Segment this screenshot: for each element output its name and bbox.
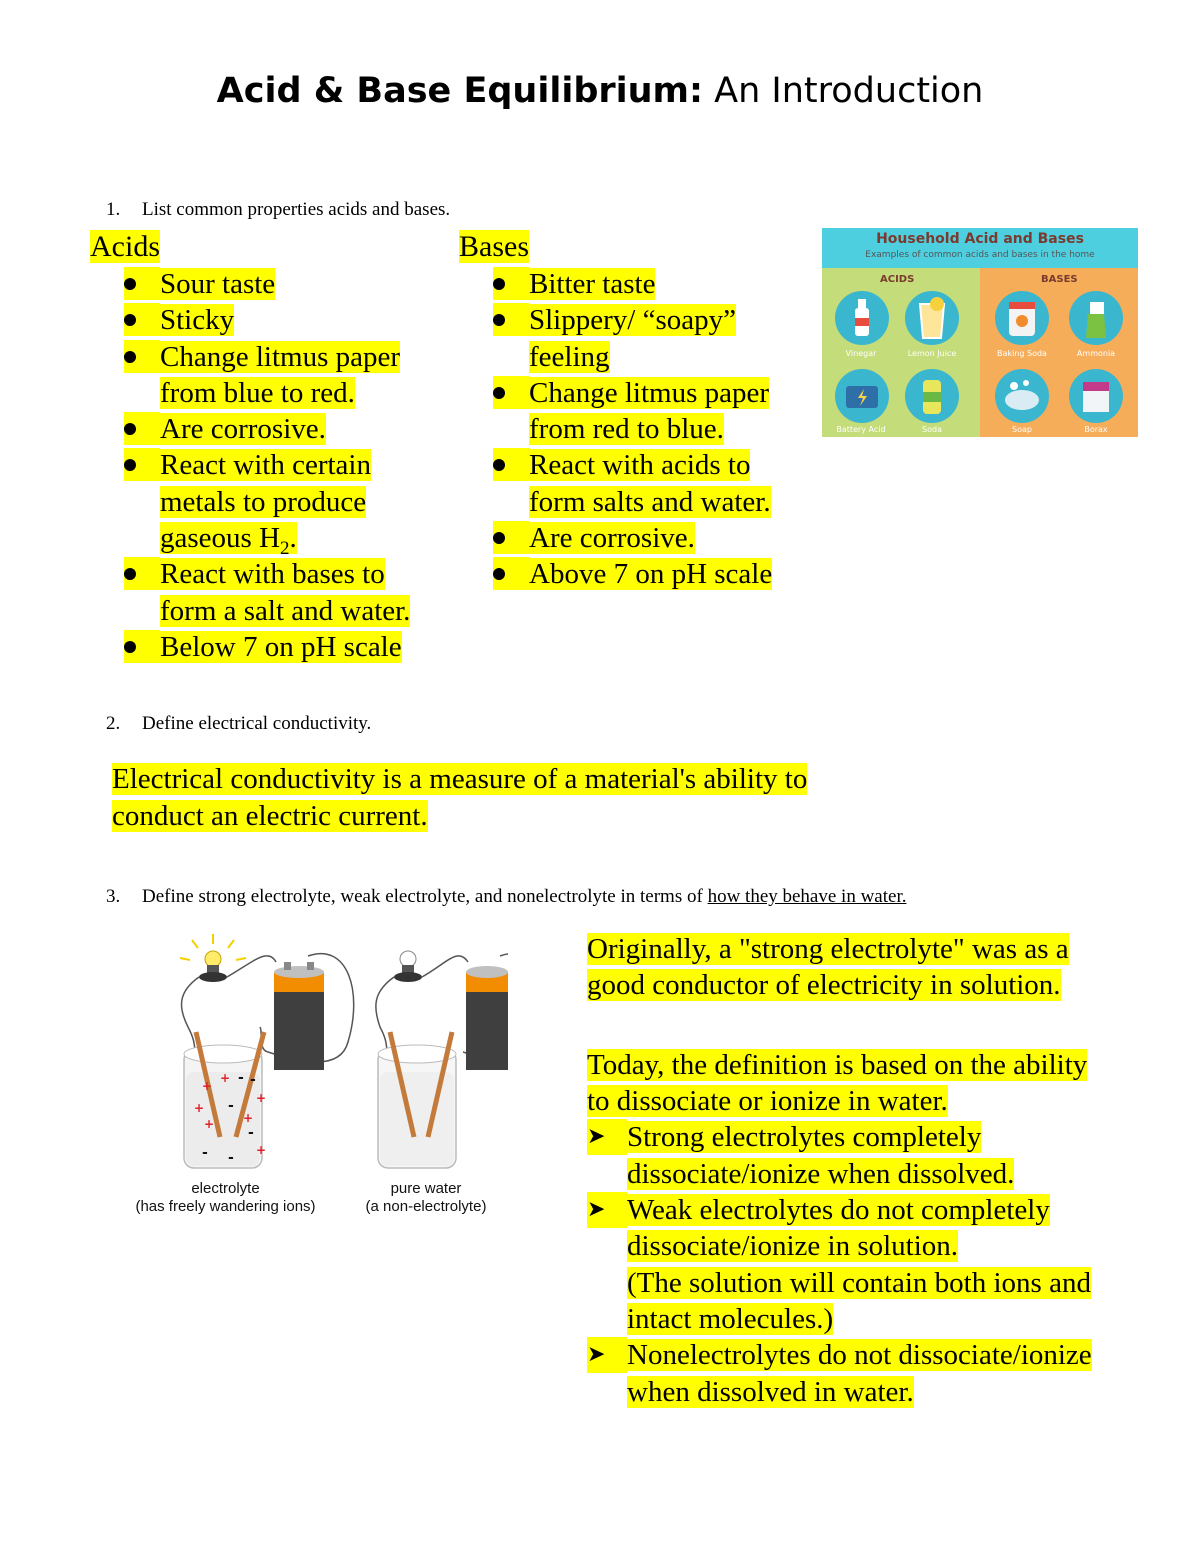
household-label: Battery Acid [836, 425, 886, 434]
bases-heading: Bases [459, 230, 529, 263]
answer-3: Originally, a "strong electrolyte" was as a good conductor of electricity in solution. Today, the definition is based on the ability to dissociate or ionize in water. ➤ Strong electrolytes completely dissociate/ionize when dissolved. ➤ Weak electrolytes do not completely dissociate/ionize in solution. (The solution will contain both ions and intact molecules.) ➤ Nonelectrolytes do not dissociate/ionize when dissolved in water. [587, 931, 1187, 1410]
list-item: Slippery/ “soapy” feeling [459, 302, 819, 375]
household-title: Household Acid and Bases [876, 231, 1084, 247]
soda-can-icon [904, 368, 960, 424]
question-2 [106, 712, 371, 736]
list-item: Are corrosive. [90, 411, 450, 447]
question-1 [106, 198, 450, 222]
list-item: ➤ Strong electrolytes completely dissociate/ionize when dissolved. [587, 1121, 1015, 1190]
title-rest: An Introduction [703, 71, 984, 111]
borax-box-icon [1068, 368, 1124, 424]
pure-water-caption: pure water (a non-electrolyte) [365, 1180, 487, 1215]
svg-text:-: - [228, 1150, 234, 1166]
question-text: List common properties acids and bases. [142, 199, 451, 220]
electrolyte-caption: electrolyte (has freely wandering ions) [135, 1180, 316, 1215]
question-number: 1. [106, 199, 121, 220]
svg-text:-: - [228, 1098, 234, 1114]
question-number: 3. [106, 886, 121, 907]
svg-text:-: - [202, 1145, 208, 1161]
list-item: ➤ Nonelectrolytes do not dissociate/ionize when dissolved in water. [587, 1339, 1092, 1408]
svg-text:+: + [204, 1117, 215, 1131]
svg-text:+: + [256, 1143, 267, 1157]
list-item: Are corrosive. [459, 520, 819, 556]
list-item: ➤ Weak electrolytes do not completely dissociate/ionize in solution. (The solution will contain both ions and intact molecules.) [587, 1194, 1091, 1335]
svg-text:+: + [202, 1079, 213, 1093]
question-3 [106, 885, 906, 909]
electrolyte-conductivity-figure [118, 932, 508, 1222]
svg-text:-: - [250, 1072, 256, 1088]
list-item: Change litmus paper from blue to red. [90, 339, 450, 412]
svg-text:+: + [243, 1111, 254, 1125]
battery-acid-icon [834, 368, 890, 424]
household-bases-label: BASES [1041, 274, 1078, 285]
question-text: Define electrical conductivity. [142, 713, 372, 734]
question-text: Define strong electrolyte, weak electrolyte, and nonelectrolyte in terms of [142, 886, 708, 907]
lemon-juice-icon [904, 290, 960, 346]
question-underlined: how they behave in water. [707, 886, 907, 907]
bases-column [459, 229, 819, 593]
list-item: React with bases to form a salt and water. [90, 556, 450, 629]
household-label: Soap [1012, 425, 1032, 434]
list-item: Bitter taste [459, 266, 819, 302]
baking-soda-icon [994, 290, 1050, 346]
list-item: Below 7 on pH scale [90, 629, 450, 665]
household-label: Borax [1084, 425, 1108, 434]
list-item: React with certain metals to produce gaseous $H_2$. [90, 447, 450, 556]
page-title [0, 68, 1200, 114]
acids-heading: Acids [90, 230, 160, 263]
list-item: React with acids to form salts and water. [459, 447, 819, 520]
svg-text:+: + [256, 1091, 267, 1105]
svg-text:+: + [194, 1101, 205, 1115]
svg-text:-: - [248, 1125, 254, 1141]
conductivity-illustration [118, 932, 508, 1182]
svg-text:+: + [220, 1071, 231, 1085]
vinegar-bottle-icon [834, 290, 890, 346]
answer-2: Electrical conductivity is a measure of a material's ability to conduct an electric current. [112, 763, 808, 832]
household-label: Soda [922, 425, 942, 434]
household-label: Baking Soda [997, 349, 1047, 358]
list-item: Sticky [90, 302, 450, 338]
household-subtitle: Examples of common acids and bases in the home [865, 250, 1095, 260]
household-label: Lemon Juice [907, 349, 957, 358]
list-item: Above 7 on pH scale [459, 556, 819, 592]
household-label: Ammonia [1076, 349, 1116, 358]
question-number: 2. [106, 713, 121, 734]
list-item: Sour taste [90, 266, 450, 302]
svg-text:-: - [238, 1070, 244, 1086]
household-acids-label: ACIDS [880, 274, 915, 285]
household-acids-bases-image [822, 228, 1138, 437]
soap-icon [994, 368, 1050, 424]
acids-column [90, 229, 450, 665]
title-bold: Acid & Base Equilibrium: [216, 71, 704, 111]
list-item: Change litmus paper from red to blue. [459, 375, 819, 448]
ammonia-spray-icon [1068, 290, 1124, 346]
household-label: Vinegar [845, 349, 877, 358]
